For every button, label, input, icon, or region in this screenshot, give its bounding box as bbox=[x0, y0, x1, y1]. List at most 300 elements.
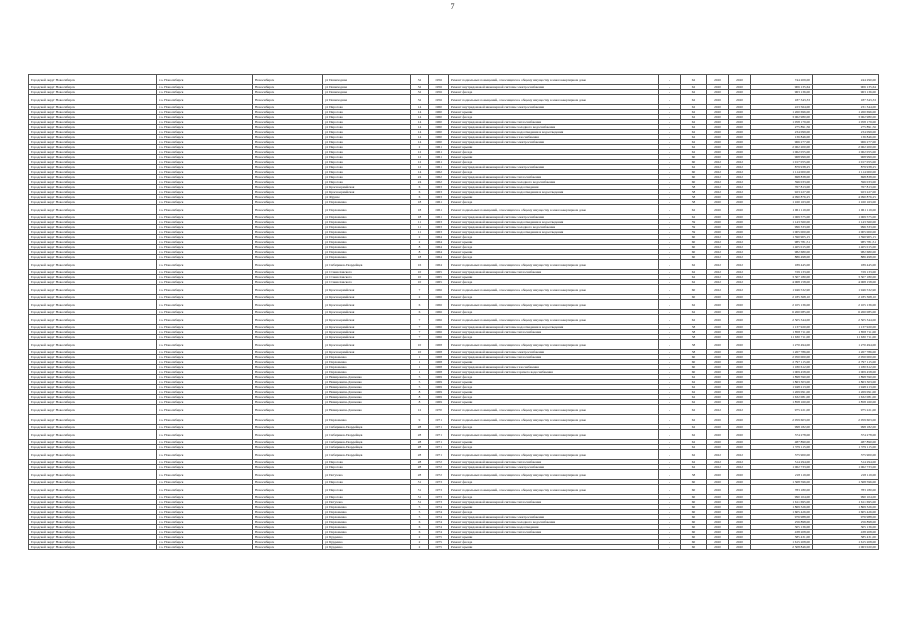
cell-settlement: г.о. Новосибирск bbox=[157, 425, 253, 430]
cell-build-year: 1963 bbox=[429, 195, 449, 200]
cell-street: ул Пархоменко bbox=[323, 215, 411, 220]
cell-house-number: 7 bbox=[411, 315, 429, 325]
table-row bbox=[29, 340, 879, 350]
cell-build-year: 1960 bbox=[429, 135, 449, 140]
cell-build-year: 1972 bbox=[429, 460, 449, 465]
cell-plan-end: 2020 bbox=[729, 295, 751, 300]
cell-settlement: г.о. Новосибирск bbox=[157, 545, 253, 550]
cell-plan-end: 2022 bbox=[729, 280, 751, 285]
cell-cost-total: 514 294,00 bbox=[813, 460, 879, 465]
cell-municipality: Городской округ Новосибирск bbox=[29, 505, 157, 510]
cell-work-type: Ремонт внутридомовой инженерной системы газоснабжения bbox=[449, 365, 659, 370]
cell-street: ул Пирогова bbox=[323, 175, 411, 180]
cell-plan-start: 2020 bbox=[707, 470, 729, 480]
cell-cost: 966 277,00 bbox=[751, 140, 813, 145]
cell-wear: 62 bbox=[681, 165, 707, 170]
cell-plan-end: 2022 bbox=[729, 245, 751, 250]
table-row bbox=[29, 260, 879, 270]
cell-cost-total: 374 278,00 bbox=[813, 430, 879, 440]
cell-locality: Новосибирск bbox=[253, 385, 323, 390]
cell-plan-end: 2022 bbox=[729, 250, 751, 255]
cell-cost: 2 797 115,00 bbox=[751, 360, 813, 365]
cell-build-year: 1961 bbox=[429, 145, 449, 150]
cell-cost: 1 180 612,00 bbox=[751, 365, 813, 370]
cell-locality: Новосибирск bbox=[253, 270, 323, 275]
cell-locality: Новосибирск bbox=[253, 250, 323, 255]
cell-cost-total: 585 431,00 bbox=[813, 535, 879, 540]
cell-house-number: 18 bbox=[411, 215, 429, 220]
cell-cost-total: 2 059 603,00 bbox=[813, 415, 879, 425]
cell-settlement: г.о. Новосибирск bbox=[157, 355, 253, 360]
cell-build-year: 1971 bbox=[429, 440, 449, 445]
cell-cost-total: 990 104,00 bbox=[813, 495, 879, 500]
cell-house-number: 2 bbox=[411, 540, 429, 545]
cell-dash: - bbox=[659, 325, 681, 330]
cell-locality: Новосибирск bbox=[253, 315, 323, 325]
cell-dash: - bbox=[659, 155, 681, 160]
cell-cost: 1 061 119,00 bbox=[751, 205, 813, 215]
cell-work-type: Ремонт подвальных помещений, относящихся к общему имуществу в многоквартирном доме bbox=[449, 205, 659, 215]
cell-locality: Новосибирск bbox=[253, 155, 323, 160]
cell-wear: 62 bbox=[681, 270, 707, 275]
cell-plan-start: 2020 bbox=[707, 155, 729, 160]
cell-cost: 3 062 980,00 bbox=[751, 115, 813, 120]
cell-build-year: 1960 bbox=[429, 140, 449, 145]
cell-street: ул Немировича-Данченко bbox=[323, 395, 411, 400]
cell-work-type: Ремонт фасада bbox=[449, 280, 659, 285]
cell-wear: 62 bbox=[681, 280, 707, 285]
cell-municipality: Городской округ Новосибирск bbox=[29, 285, 157, 295]
cell-work-type: Ремонт внутридомовой инженерной системы теплоснабжения bbox=[449, 500, 659, 505]
cell-cost: 1 605 426,00 bbox=[751, 510, 813, 515]
cell-settlement: г.о. Новосибирск bbox=[157, 285, 253, 295]
cell-work-type: Ремонт внутридомовой инженерной системы теплоснабжения bbox=[449, 530, 659, 535]
cell-plan-end: 2022 bbox=[729, 185, 751, 190]
cell-settlement: г.о. Новосибирск bbox=[157, 300, 253, 310]
cell-wear: 62 bbox=[681, 385, 707, 390]
cell-locality: Новосибирск bbox=[253, 260, 323, 270]
cell-plan-start: 2020 bbox=[707, 530, 729, 535]
cell-build-year: 1968 bbox=[429, 370, 449, 375]
cell-plan-end: 2020 bbox=[729, 485, 751, 495]
cell-cost: 1 143 560,00 bbox=[751, 220, 813, 225]
cell-plan-end: 2020 bbox=[729, 390, 751, 395]
cell-municipality: Городской округ Новосибирск bbox=[29, 170, 157, 175]
cell-wear: 60 bbox=[681, 355, 707, 360]
cell-build-year: 1973 bbox=[429, 495, 449, 500]
cell-plan-end: 2020 bbox=[729, 135, 751, 140]
cell-locality: Новосибирск bbox=[253, 280, 323, 285]
cell-wear: 58 bbox=[681, 325, 707, 330]
cell-locality: Новосибирск bbox=[253, 220, 323, 225]
cell-work-type: Ремонт внутридомовой инженерной системы холодного водоснабжения bbox=[449, 180, 659, 185]
cell-build-year: 1973 bbox=[429, 480, 449, 485]
cell-municipality: Городской округ Новосибирск bbox=[29, 480, 157, 485]
cell-wear: 60 bbox=[681, 510, 707, 515]
cell-dash: - bbox=[659, 200, 681, 205]
cell-dash: - bbox=[659, 405, 681, 415]
cell-dash: - bbox=[659, 510, 681, 515]
cell-plan-start: 2020 bbox=[707, 350, 729, 355]
cell-house-number: 31 bbox=[411, 485, 429, 495]
cell-build-year: 1973 bbox=[429, 485, 449, 495]
cell-plan-start: 2020 bbox=[707, 510, 729, 515]
cell-house-number: 18 bbox=[411, 255, 429, 260]
cell-cost-total: 1 863 303,00 bbox=[813, 380, 879, 385]
cell-plan-end: 2022 bbox=[729, 460, 751, 465]
cell-settlement: г.о. Новосибирск bbox=[157, 90, 253, 95]
cell-street: ул Красноармейская bbox=[323, 310, 411, 315]
cell-cost: 729 133,00 bbox=[751, 270, 813, 275]
cell-plan-end: 2020 bbox=[729, 530, 751, 535]
cell-municipality: Городской округ Новосибирск bbox=[29, 160, 157, 165]
cell-street: ул Станиславского bbox=[323, 270, 411, 275]
cell-work-type: Ремонт внутридомовой инженерной системы теплоснабжения bbox=[449, 460, 659, 465]
cell-plan-start: 2020 bbox=[707, 485, 729, 495]
cell-cost-total: 375 900,00 bbox=[813, 450, 879, 460]
cell-build-year: 1960 bbox=[429, 110, 449, 115]
cell-dash: - bbox=[659, 150, 681, 155]
cell-plan-start: 2020 bbox=[707, 150, 729, 155]
cell-plan-end: 2020 bbox=[729, 225, 751, 230]
cell-settlement: г.о. Новосибирск bbox=[157, 125, 253, 130]
cell-street: ул Красноармейская bbox=[323, 325, 411, 330]
cell-build-year: 1969 bbox=[429, 380, 449, 385]
cell-wear: 58 bbox=[681, 185, 707, 190]
cell-settlement: г.о. Новосибирск bbox=[157, 395, 253, 400]
cell-house-number: 10 bbox=[411, 350, 429, 355]
cell-work-type: Ремонт крыши bbox=[449, 250, 659, 255]
cell-work-type: Ремонт фасада bbox=[449, 90, 659, 95]
cell-wear: 62 bbox=[681, 425, 707, 430]
cell-settlement: г.о. Новосибирск bbox=[157, 505, 253, 510]
cell-cost: 189 445,00 bbox=[751, 260, 813, 270]
cell-settlement: г.о. Новосибирск bbox=[157, 310, 253, 315]
cell-settlement: г.о. Новосибирск bbox=[157, 470, 253, 480]
cell-municipality: Городской округ Новосибирск bbox=[29, 245, 157, 250]
cell-dash: - bbox=[659, 395, 681, 400]
cell-wear: 62 bbox=[681, 215, 707, 220]
cell-plan-start: 2020 bbox=[707, 325, 729, 330]
cell-plan-start: 2020 bbox=[707, 400, 729, 405]
cell-work-type: Ремонт подвальных помещений, относящихся к общему имуществу в многоквартирном доме bbox=[449, 405, 659, 415]
cell-build-year: 1961 bbox=[429, 160, 449, 165]
cell-locality: Новосибирск bbox=[253, 370, 323, 375]
cell-cost: 2 062 200,00 bbox=[751, 145, 813, 150]
cell-plan-start: 2020 bbox=[707, 525, 729, 530]
cell-settlement: г.о. Новосибирск bbox=[157, 495, 253, 500]
cell-cost-total: 1 005 000,00 bbox=[813, 230, 879, 235]
cell-cost: 487 890,00 bbox=[751, 440, 813, 445]
cell-municipality: Городской округ Новосибирск bbox=[29, 330, 157, 335]
cell-cost: 1 058 179,00 bbox=[751, 120, 813, 125]
cell-wear: 60 bbox=[681, 155, 707, 160]
cell-work-type: Ремонт крыши bbox=[449, 380, 659, 385]
cell-build-year: 1969 bbox=[429, 390, 449, 395]
cell-cost: 3 307 180,00 bbox=[751, 275, 813, 280]
cell-house-number: 7 bbox=[411, 330, 429, 335]
cell-cost: 968 999,00 bbox=[751, 155, 813, 160]
cell-street: ул Петухова bbox=[323, 470, 411, 480]
cell-house-number: 16 bbox=[411, 260, 429, 270]
cell-dash: - bbox=[659, 130, 681, 135]
cell-wear: 62 bbox=[681, 145, 707, 150]
cell-street: ул Бурденко bbox=[323, 540, 411, 545]
cell-municipality: Городской округ Новосибирск bbox=[29, 400, 157, 405]
cell-dash: - bbox=[659, 370, 681, 375]
cell-house-number: 6 bbox=[411, 190, 429, 195]
cell-plan-end: 2022 bbox=[729, 170, 751, 175]
cell-plan-start: 2022 bbox=[707, 250, 729, 255]
cell-plan-end: 2022 bbox=[729, 240, 751, 245]
cell-work-type: Ремонт внутридомовой инженерной системы водоотведения и водоотведения bbox=[449, 190, 659, 195]
cell-cost-total: 1 948 213,00 bbox=[813, 385, 879, 390]
cell-plan-start: 2020 bbox=[707, 445, 729, 450]
cell-work-type: Ремонт фасада bbox=[449, 170, 659, 175]
cell-wear: 58 bbox=[681, 195, 707, 200]
cell-dash: - bbox=[659, 400, 681, 405]
cell-build-year: 1960 bbox=[429, 130, 449, 135]
cell-house-number: 14 bbox=[411, 115, 429, 120]
cell-build-year: 1964 bbox=[429, 240, 449, 245]
cell-locality: Новосибирск bbox=[253, 150, 323, 155]
cell-house-number: 6 bbox=[411, 530, 429, 535]
cell-municipality: Городской округ Новосибирск bbox=[29, 155, 157, 160]
cell-cost-total: 698 838,00 bbox=[813, 175, 879, 180]
cell-municipality: Городской округ Новосибирск bbox=[29, 395, 157, 400]
cell-build-year: 1964 bbox=[429, 260, 449, 270]
cell-settlement: г.о. Новосибирск bbox=[157, 450, 253, 460]
cell-settlement: г.о. Новосибирск bbox=[157, 105, 253, 110]
cell-build-year: 1964 bbox=[429, 255, 449, 260]
cell-dash: - bbox=[659, 115, 681, 120]
cell-build-year: 1966 bbox=[429, 300, 449, 310]
cell-cost: 1 611 695,00 bbox=[751, 500, 813, 505]
cell-cost: 256 898,00 bbox=[751, 520, 813, 525]
cell-settlement: г.о. Новосибирск bbox=[157, 255, 253, 260]
cell-build-year: 1966 bbox=[429, 295, 449, 300]
cell-work-type: Ремонт внутридомовой инженерной системы электроснабжения bbox=[449, 165, 659, 170]
cell-settlement: г.о. Новосибирск bbox=[157, 85, 253, 90]
cell-cost-total: 244 290,00 bbox=[813, 75, 879, 85]
cell-work-type: Ремонт внутридомовой инженерной системы электроснабжения bbox=[449, 105, 659, 110]
cell-cost-total: 2 797 115,00 bbox=[813, 360, 879, 365]
cell-street: ул Красноармейская bbox=[323, 300, 411, 310]
cell-locality: Новосибирск bbox=[253, 510, 323, 515]
cell-cost: 218 119,00 bbox=[751, 470, 813, 480]
cell-dash: - bbox=[659, 515, 681, 520]
cell-street: ул Пархоменко bbox=[323, 360, 411, 365]
cell-cost: 767 813,00 bbox=[751, 185, 813, 190]
cell-plan-end: 2022 bbox=[729, 450, 751, 460]
cell-house-number: 2 bbox=[411, 145, 429, 150]
cell-build-year: 1966 bbox=[429, 310, 449, 315]
cell-plan-end: 2020 bbox=[729, 430, 751, 440]
cell-municipality: Городской округ Новосибирск bbox=[29, 485, 157, 495]
cell-street: ул Пархоменко bbox=[323, 520, 411, 525]
cell-plan-end: 2020 bbox=[729, 115, 751, 120]
cell-work-type: Ремонт подвальных помещений, относящихся к общему имуществу в многоквартирном доме bbox=[449, 470, 659, 480]
cell-dash: - bbox=[659, 430, 681, 440]
cell-municipality: Городской округ Новосибирск bbox=[29, 535, 157, 540]
cell-plan-end: 2020 bbox=[729, 330, 751, 335]
cell-cost: 136 846,00 bbox=[751, 135, 813, 140]
cell-wear: 60 bbox=[681, 505, 707, 510]
cell-dash: - bbox=[659, 330, 681, 335]
cell-house-number: 2 bbox=[411, 240, 429, 245]
cell-municipality: Городской округ Новосибирск bbox=[29, 105, 157, 110]
cell-house-number: 2 bbox=[411, 235, 429, 240]
cell-build-year: 1975 bbox=[429, 545, 449, 550]
cell-settlement: г.о. Новосибирск bbox=[157, 150, 253, 155]
cell-build-year: 1973 bbox=[429, 500, 449, 505]
cell-locality: Новосибирск bbox=[253, 390, 323, 395]
cell-cost-total: 783 180,00 bbox=[813, 485, 879, 495]
cell-plan-start: 2022 bbox=[707, 170, 729, 175]
cell-locality: Новосибирск bbox=[253, 520, 323, 525]
cell-house-number: 8 bbox=[411, 390, 429, 395]
cell-work-type: Ремонт подвальных помещений, относящихся к общему имуществу в многоквартирном доме bbox=[449, 285, 659, 295]
cell-build-year: 1963 bbox=[429, 230, 449, 235]
cell-wear: 62 bbox=[681, 125, 707, 130]
cell-locality: Новосибирск bbox=[253, 195, 323, 200]
cell-cost-total: 231 344,00 bbox=[813, 105, 879, 110]
cell-street: ул Пирогова bbox=[323, 170, 411, 175]
cell-house-number: 10 bbox=[411, 340, 429, 350]
cell-work-type: Ремонт внутридомовой инженерной системы холодного водоснабжения bbox=[449, 225, 659, 230]
cell-settlement: г.о. Новосибирск bbox=[157, 370, 253, 375]
cell-locality: Новосибирск bbox=[253, 545, 323, 550]
cell-house-number: 14 bbox=[411, 110, 429, 115]
cell-plan-start: 2020 bbox=[707, 120, 729, 125]
cell-settlement: г.о. Новосибирск bbox=[157, 440, 253, 445]
cell-plan-end: 2022 bbox=[729, 260, 751, 270]
cell-dash: - bbox=[659, 445, 681, 450]
cell-build-year: 1965 bbox=[429, 270, 449, 275]
cell-wear: 62 bbox=[681, 110, 707, 115]
cell-dash: - bbox=[659, 460, 681, 465]
cell-cost: 906 135,64 bbox=[751, 85, 813, 90]
cell-plan-end: 2022 bbox=[729, 180, 751, 185]
cell-plan-end: 2020 bbox=[729, 315, 751, 325]
cell-wear: 60 bbox=[681, 500, 707, 505]
cell-wear: 62 bbox=[681, 150, 707, 155]
table-row bbox=[29, 545, 879, 550]
cell-cost: 975 221,00 bbox=[751, 405, 813, 415]
cell-house-number: 12 bbox=[411, 160, 429, 165]
cell-cost-total: 1 114 000,00 bbox=[813, 170, 879, 175]
cell-locality: Новосибирск bbox=[253, 165, 323, 170]
cell-plan-end: 2020 bbox=[729, 90, 751, 95]
cell-cost: 514 294,00 bbox=[751, 460, 813, 465]
cell-build-year: 1969 bbox=[429, 375, 449, 380]
cell-work-type: Ремонт внутридомовой инженерной системы теплоснабжения bbox=[449, 355, 659, 360]
cell-cost-total: 998 182,00 bbox=[813, 425, 879, 430]
cell-house-number: 14 bbox=[411, 120, 429, 125]
cell-plan-start: 2022 bbox=[707, 180, 729, 185]
cell-house-number: 32 bbox=[411, 90, 429, 95]
cell-cost: 886 498,00 bbox=[751, 255, 813, 260]
cell-plan-end: 2020 bbox=[729, 310, 751, 315]
cell-street: ул Пархоменко bbox=[323, 515, 411, 520]
cell-plan-start: 2022 bbox=[707, 160, 729, 165]
cell-work-type: Ремонт подвальных помещений, относящихся к общему имуществу в многоквартирном доме bbox=[449, 450, 659, 460]
cell-municipality: Городской округ Новосибирск bbox=[29, 275, 157, 280]
cell-plan-end: 2022 bbox=[729, 190, 751, 195]
cell-work-type: Ремонт внутридомовой инженерной системы горячего водоснабжения bbox=[449, 370, 659, 375]
cell-plan-start: 2020 bbox=[707, 220, 729, 225]
cell-street: ул Пархоменко bbox=[323, 235, 411, 240]
page-number: 7 bbox=[450, 2, 455, 11]
cell-settlement: г.о. Новосибирск bbox=[157, 185, 253, 190]
cell-house-number: 31 bbox=[411, 495, 429, 500]
cell-settlement: г.о. Новосибирск bbox=[157, 335, 253, 340]
cell-cost: 1 267 786,00 bbox=[751, 350, 813, 355]
cell-cost-total: 1 632 081,00 bbox=[813, 395, 879, 400]
cell-house-number: 12 bbox=[411, 165, 429, 170]
cell-house-number: 8 bbox=[411, 245, 429, 250]
cell-municipality: Городской округ Новосибирск bbox=[29, 75, 157, 85]
cell-plan-end: 2020 bbox=[729, 325, 751, 330]
cell-cost-total: 1 898 590,00 bbox=[813, 375, 879, 380]
cell-plan-start: 2020 bbox=[707, 215, 729, 220]
cell-wear: 58 bbox=[681, 340, 707, 350]
cell-wear: 58 bbox=[681, 190, 707, 195]
cell-dash: - bbox=[659, 205, 681, 215]
cell-house-number: 5 bbox=[411, 505, 429, 510]
cell-dash: - bbox=[659, 240, 681, 245]
cell-cost-total: 189 445,00 bbox=[813, 260, 879, 270]
cell-locality: Новосибирск bbox=[253, 530, 323, 535]
cell-work-type: Ремонт внутридомовой инженерной системы электроснабжения bbox=[449, 515, 659, 520]
cell-locality: Новосибирск bbox=[253, 125, 323, 130]
cell-house-number: 5 bbox=[411, 510, 429, 515]
cell-wear: 60 bbox=[681, 540, 707, 545]
cell-locality: Новосибирск bbox=[253, 175, 323, 180]
cell-street: ул Пирогова bbox=[323, 160, 411, 165]
cell-street: ул Пирогова bbox=[323, 120, 411, 125]
cell-settlement: г.о. Новосибирск bbox=[157, 510, 253, 515]
cell-cost: 1 062 055,00 bbox=[751, 150, 813, 155]
cell-street: ул Пирогова bbox=[323, 105, 411, 110]
cell-cost-total: 982 680,00 bbox=[813, 250, 879, 255]
cell-locality: Новосибирск bbox=[253, 430, 323, 440]
cell-cost: 1 270 494,00 bbox=[751, 340, 813, 350]
cell-street: ул Пирогова bbox=[323, 460, 411, 465]
cell-house-number: 5 bbox=[411, 375, 429, 380]
cell-house-number: 10 bbox=[411, 270, 429, 275]
cell-street: ул Красноармейская bbox=[323, 350, 411, 355]
cell-municipality: Городской округ Новосибирск bbox=[29, 405, 157, 415]
cell-cost-total: 975 221,00 bbox=[813, 405, 879, 415]
cell-plan-end: 2022 bbox=[729, 465, 751, 470]
cell-municipality: Городской округ Новосибирск bbox=[29, 215, 157, 220]
cell-cost: 2 508 846,00 bbox=[751, 545, 813, 550]
cell-locality: Новосибирск bbox=[253, 500, 323, 505]
cell-street: ул Сибиряков-Гвардейцев bbox=[323, 450, 411, 460]
cell-plan-end: 2020 bbox=[729, 195, 751, 200]
cell-locality: Новосибирск bbox=[253, 525, 323, 530]
cell-settlement: г.о. Новосибирск bbox=[157, 315, 253, 325]
cell-work-type: Ремонт крыши bbox=[449, 390, 659, 395]
cell-house-number: 28 bbox=[411, 470, 429, 480]
cell-municipality: Городской округ Новосибирск bbox=[29, 235, 157, 240]
cell-municipality: Городской округ Новосибирск bbox=[29, 230, 157, 235]
cell-locality: Новосибирск bbox=[253, 330, 323, 335]
cell-locality: Новосибирск bbox=[253, 110, 323, 115]
cell-wear: 62 bbox=[681, 375, 707, 380]
cell-locality: Новосибирск bbox=[253, 115, 323, 120]
